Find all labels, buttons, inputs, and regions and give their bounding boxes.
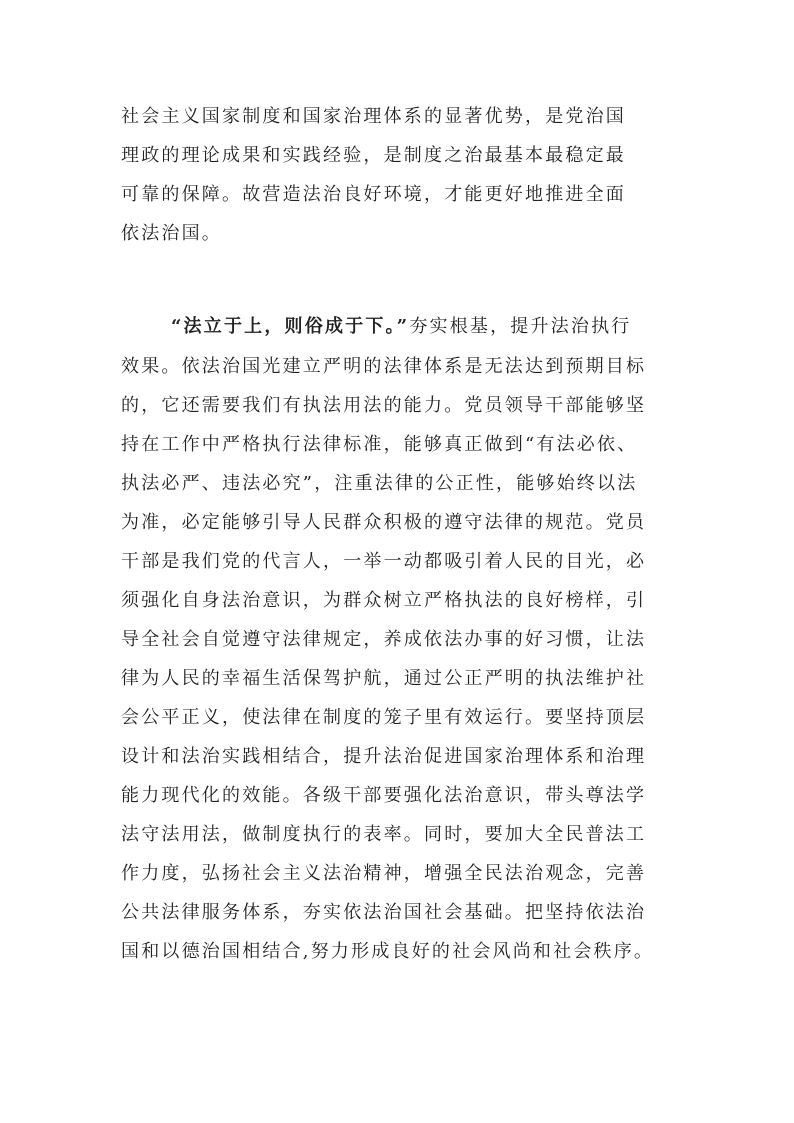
paragraph-2-line-12: 设计和法治实践相结合，提升法治促进国家治理体系和治理 — [121, 746, 647, 767]
paragraph-2-line-15: 作力度，弘扬社会主义法治精神，增强全民法治观念，完善 — [121, 863, 647, 884]
paragraph-1-line-1: 社会主义国家制度和国家治理体系的显著优势，是党治国 — [121, 106, 626, 127]
paragraph-1-line-3: 可靠的保障。故营造法治良好环境，才能更好地推进全面 — [121, 184, 626, 205]
paragraph-2-line-16: 公共法律服务体系，夯实依法治国社会基础。把坚持依法治 — [121, 902, 647, 923]
paragraph-2-line-7: 干部是我们党的代言人，一举一动都吸引着人民的目光，必 — [121, 551, 647, 572]
paragraph-2-line-4: 持在工作中严格执行法律标准，能够真正做到“有法必依、 — [121, 434, 638, 455]
paragraph-2-line-1 — [171, 315, 632, 339]
paragraph-2-line-9: 导全社会自觉遵守法律规定，养成依法办事的好习惯，让法 — [121, 629, 647, 650]
paragraph-2-first-line-rest: 夯实根基，提升法治执行 — [409, 316, 632, 337]
paragraph-2-line-11: 会公平正义，使法律在制度的笼子里有效运行。要坚持顶层 — [121, 707, 647, 728]
paragraph-2-line-6: 为准，必定能够引导人民群众积极的遵守法律的规范。党员 — [121, 512, 647, 533]
paragraph-2-line-3: 的，它还需要我们有执法用法的能力。党员领导干部能够坚 — [121, 395, 647, 416]
paragraph-2-quote: “法立于上，则俗成于下。” — [171, 316, 410, 337]
paragraph-2-line-8: 须强化自身法治意识，为群众树立严格执法的良好榜样，引 — [121, 590, 647, 611]
paragraph-2-line-5: 执法必严、违法必究”，注重法律的公正性，能够始终以法 — [121, 473, 638, 494]
paragraph-2-line-14: 法守法用法，做制度执行的表率。同时，要加大全民普法工 — [121, 824, 647, 845]
paragraph-2-line-13: 能力现代化的效能。各级干部要强化法治意识，带头尊法学 — [121, 785, 647, 806]
paragraph-2-line-17: 国和以德治国相结合,努力形成良好的社会风尚和社会秩序。 — [121, 941, 655, 962]
paragraph-2-line-10: 律为人民的幸福生活保驾护航，通过公正严明的执法维护社 — [121, 668, 647, 689]
paragraph-1-line-4: 依法治国。 — [121, 223, 222, 244]
paragraph-1-line-2: 理政的理论成果和实践经验，是制度之治最基本最稳定最 — [121, 145, 626, 166]
paragraph-2-line-2: 效果。依法治国光建立严明的法律体系是无法达到预期目标 — [121, 356, 647, 377]
